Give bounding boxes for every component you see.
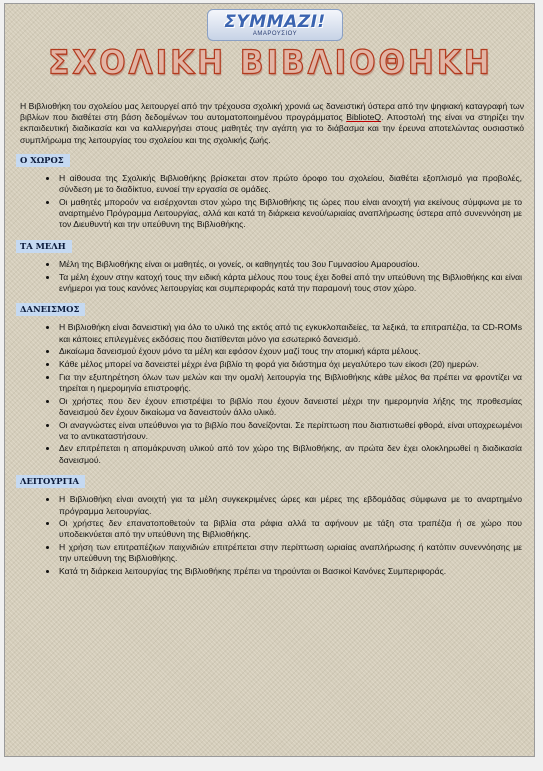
section-heading-space: Ο ΧΩΡΟΣ	[16, 154, 70, 167]
section-lending	[16, 295, 528, 465]
list-item: • Κάθε μέλος μπορεί να δανειστεί μέχρι ένα βιβλίο τη φορά για διάστημα όχι μεγαλύτερο των είκοσι (20) ημερών.	[58, 359, 522, 370]
logo-box	[207, 9, 343, 41]
section-heading-lending: ΔΑΝΕΙΣΜΟΣ	[16, 303, 85, 316]
list-item: • Η χρήση των επιτραπέζιων παιχνιδιών επιτρέπεται στην περίπτωση ωριαίας αναπλήρωσης ή κατόπιν συνεννόησης με την υπεύθυνη της Βιβλιοθήκης.	[58, 542, 522, 564]
list-item: • Για την εξυπηρέτηση όλων των μελών και την ομαλή λειτουργία της Βιβλιοθήκης κάθε μέλος θα πρέπει να φροντίζει να τηρείται η ημερομηνία επιστροφής.	[58, 372, 522, 394]
list-item: • Μέλη της Βιβλιοθήκης είναι οι μαθητές, οι γονείς, οι καθηγητές του 3ου Γυμνασίου Αμαρουσίου.	[58, 259, 522, 270]
list-item: • Οι χρήστες που δεν έχουν επιστρέψει το βιβλίο που έχουν δανειστεί μέχρι την ημερομηνία λήξης της προθεσμίας δανεισμού δεν έχουν δικαίωμα να δανειστούν άλλο υλικό.	[58, 396, 522, 418]
list-item: • Οι μαθητές μπορούν να εισέρχονται στον χώρο της Βιβλιοθήκης τις ώρες που είναι ανοιχτή για εκείνους σύμφωνα με το αναρτημένο Πρόγραμμα Λειτουργίας, αλλά και κατά τη διάρκεια κενού/ωριαίας αναπλήρωσης ύστερα από συνεννόηση με τον Διευθυντή και την υπεύθυνη της Βιβλιοθήκης.	[58, 197, 522, 231]
logo-subtext: ΑΜΑΡΟΥΣΙΟΥ	[252, 30, 298, 37]
list-item: • Οι χρήστες δεν επανατοποθετούν τα βιβλία στα ράφια αλλά τα αφήνουν με τάξη στα τραπέζια ή σε χώρο που υποδεικνύεται από την υπεύθυνη της Βιβλιοθήκης.	[58, 518, 522, 540]
section-heading-operation: ΛΕΙΤΟΥΡΓΙΑ	[16, 475, 85, 488]
section-lending-list	[16, 322, 522, 465]
list-item: • Η Βιβλιοθήκη είναι δανειστική για όλο το υλικό της εκτός από τις εγκυκλοπαιδείες, τα λεξικά, τα επιτραπέζια, τα CD-ROMs και κάποιες επιλεγμένες εκδόσεις που διατίθενται μόνο για εσωτερικό δανεισμό.	[58, 322, 522, 344]
document-content	[16, 101, 528, 579]
list-item: • Κατά τη διάρκεια λειτουργίας της Βιβλιοθήκης πρέπει να τηρούνται οι Βασικοί Κανόνες Συμπεριφοράς.	[58, 566, 522, 577]
section-space	[16, 146, 528, 231]
section-members-list	[16, 259, 522, 294]
section-operation-list	[16, 494, 522, 577]
software-name: BiblioteQ	[346, 112, 382, 123]
list-item: • Οι αναγνώστες είναι υπεύθυνοι για το βιβλίο που δανείζονται. Σε περίπτωση που διαπιστωθεί φθορά, είναι υποχρεωμένοι να το αντικαταστήσουν.	[58, 420, 522, 442]
intro-text-end: . Αποστολή της είναι να στηρίζει την εκπαιδευτική διαδικασία και να καλλιεργήσει στους μαθητές την αγάπη για το διάβασμα και την έρευνα αποτελώντας ουσιαστικό συμπλήρωμα της λειτουργίας του σχολείου και της σχολικής ζωής.	[20, 112, 524, 145]
list-item: • Δεν επιτρέπεται η απομάκρυνση υλικού από τον χώρο της Βιβλιοθήκης, αν πρώτα δεν έχει ολοκληρωθεί η διαδικασία δανεισμού.	[58, 443, 522, 465]
section-members	[16, 232, 528, 294]
intro-paragraph	[20, 101, 524, 146]
section-operation	[16, 467, 528, 577]
list-item: • Δικαίωμα δανεισμού έχουν μόνο τα μέλη και εφόσον έχουν μαζί τους την ατομική κάρτα μέλους.	[58, 346, 522, 357]
list-item: • Η αίθουσα της Σχολικής Βιβλιοθήκης βρίσκεται στον πρώτο όροφο του σχολείου, διαθέτει εξοπλισμό για προβολές, σύνδεση με το διαδίκτυο, ευνοεί την εργασία σε ομάδες.	[58, 173, 522, 195]
section-heading-members: ΤΑ ΜΕΛΗ	[16, 240, 72, 253]
section-space-list	[16, 173, 522, 231]
list-item: • Η Βιβλιοθήκη είναι ανοιχτή για τα μέλη συγκεκριμένες ώρες και μέρες της εβδομάδας σύμφωνα με το αναρτημένο πρόγραμμα λειτουργίας.	[58, 494, 522, 516]
logo	[207, 9, 343, 41]
document-page	[4, 3, 535, 757]
intro-text-start: Η Βιβλιοθήκη του σχολείου μας λειτουργεί από την τρέχουσα σχολική χρονιά ως δανειστική ύστερα από την ψηφιακή καταγραφή των βιβλίων που διαθέτει στη βάση δεδομένων του αυτοματοποιημένου προγράμματος	[20, 101, 524, 123]
page-title: ΣΧΟΛΙΚΗ ΒΙΒΛΙΟΘΗΚΗ	[48, 44, 493, 82]
list-item: • Τα μέλη έχουν στην κατοχή τους την ειδική κάρτα μέλους που τους έχει δοθεί από την υπεύθυνη της Βιβλιοθήκης και είναι ενήμεροι για τους κανόνες λειτουργίας και συμπεριφοράς κατά την παραμονή τους στον χώρο.	[58, 272, 522, 294]
logo-text: ΣΥΜΜΑΖΙ!	[224, 11, 326, 32]
